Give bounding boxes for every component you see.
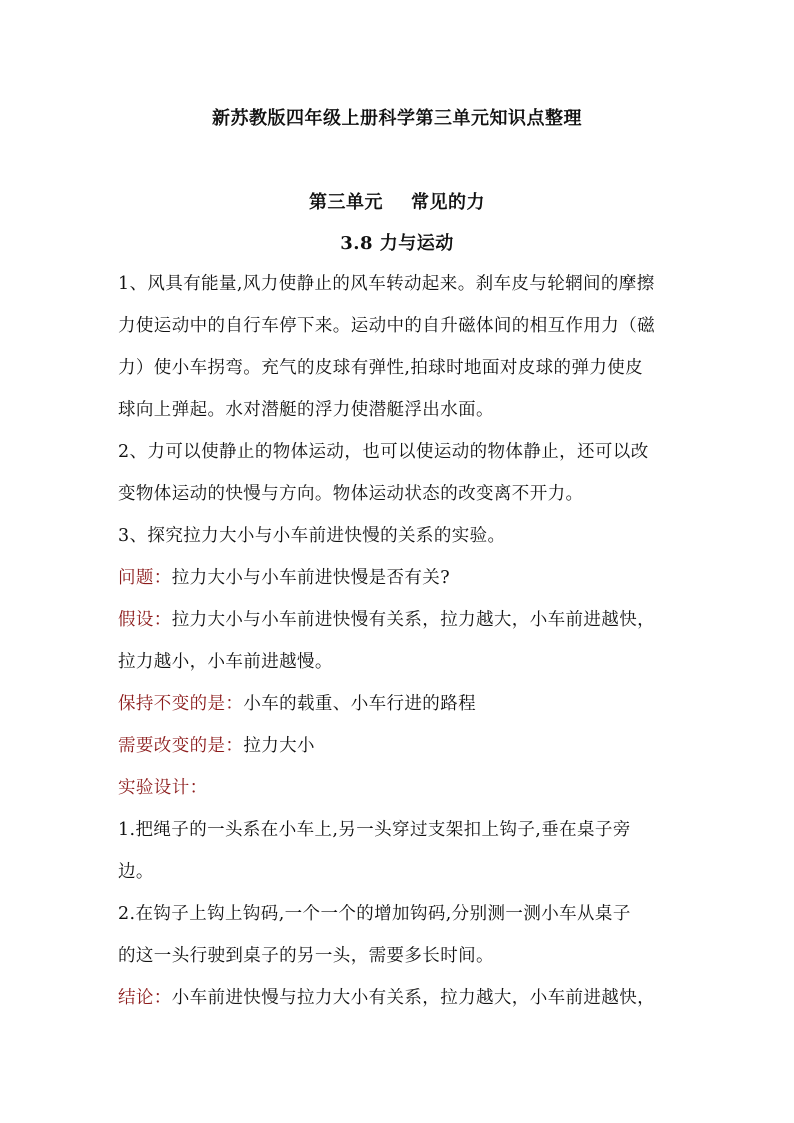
conclusion-label: 结论： bbox=[118, 988, 172, 1008]
paragraph-line: 1、风具有能量,风力使静止的风车转动起来。刹车皮与轮辋间的摩擦 bbox=[118, 274, 655, 294]
constant-line bbox=[118, 690, 476, 715]
step-line: 2.在钩子上钩上钩码,一个一个的增加钩码,分别测一测小车从桌子 bbox=[118, 904, 631, 924]
conclusion-text: 小车前进快慢与拉力大小有关系，拉力越大，小车前进越快， bbox=[171, 988, 656, 1008]
paragraph-line: 球向上弹起。水对潜艇的浮力使潜艇浮出水面。 bbox=[118, 400, 494, 420]
hypothesis-text: 拉力大小与小车前进快慢有关系，拉力越大，小车前进越快， bbox=[171, 610, 656, 630]
paragraph-line: 力使运动中的自行车停下来。运动中的自升磁体间的相互作用力（磁 bbox=[118, 316, 655, 336]
variable-line bbox=[118, 732, 315, 757]
constant-label: 保持不变的是： bbox=[118, 694, 244, 714]
hypothesis-label: 假设： bbox=[118, 610, 172, 630]
step-line: 边。 bbox=[118, 862, 154, 882]
document-title: 新苏教版四年级上册科学第三单元知识点整理 bbox=[212, 108, 582, 129]
question-label: 问题： bbox=[118, 568, 172, 588]
unit-topic: 常见的力 bbox=[411, 192, 485, 213]
lesson-title: 3.8 力与运动 bbox=[340, 233, 454, 254]
constant-text: 小车的载重、小车行进的路程 bbox=[243, 694, 477, 714]
hypothesis-line bbox=[118, 606, 655, 631]
variable-text: 拉力大小 bbox=[243, 736, 315, 756]
hypothesis-continuation: 拉力越小，小车前进越慢。 bbox=[118, 652, 333, 672]
paragraph-line: 变物体运动的快慢与方向。物体运动状态的改变离不开力。 bbox=[118, 484, 584, 504]
unit-heading bbox=[0, 188, 794, 214]
paragraph-line: 2、力可以使静止的物体运动，也可以使运动的物体静止，还可以改 bbox=[118, 442, 649, 462]
paragraph-line: 3、探究拉力大小与小车前进快慢的关系的实验。 bbox=[118, 526, 506, 546]
question-text: 拉力大小与小车前进快慢是否有关? bbox=[171, 568, 450, 588]
variable-label: 需要改变的是： bbox=[118, 736, 244, 756]
design-label: 实验设计： bbox=[118, 778, 208, 798]
unit-name: 第三单元 bbox=[309, 192, 383, 213]
paragraph-line: 力）使小车拐弯。充气的皮球有弹性,拍球时地面对皮球的弹力使皮 bbox=[118, 358, 644, 378]
conclusion-line bbox=[118, 984, 655, 1009]
step-line: 的这一头行驶到桌子的另一头，需要多长时间。 bbox=[118, 946, 494, 966]
step-line: 1.把绳子的一头系在小车上,另一头穿过支架扣上钩子,垂在桌子旁 bbox=[118, 820, 631, 840]
question-line bbox=[118, 564, 450, 589]
